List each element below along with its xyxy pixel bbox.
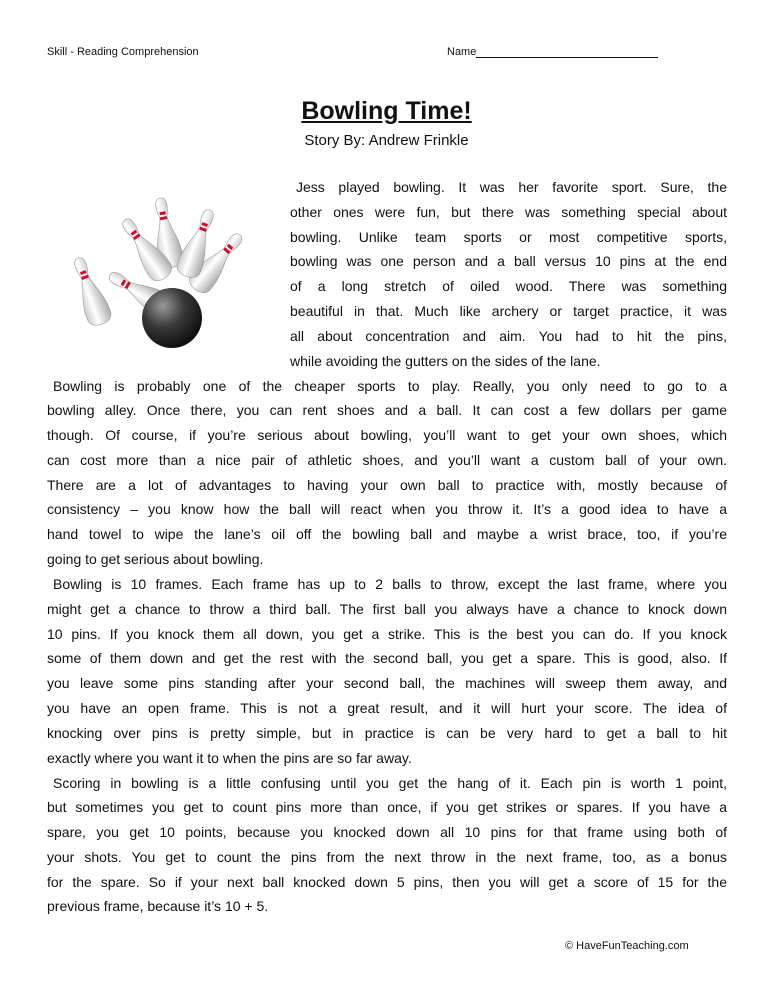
text-line: can cost more than a nice pair of athletic shoes, and you’ll want a custom ball of your own. [47,451,727,468]
text-line: exactly where you want it to when the pins are so far away. [47,749,412,766]
text-line: though. Of course, if you’re serious about bowling, you’ll want to get your own shoes, which [47,427,727,444]
text-line: knocking over pins is pretty simple, but in practice is can be very hard to get a ball to hit [47,724,727,741]
skill-label: Skill - Reading Comprehension [47,46,199,58]
text-line: you leave some pins standing after your second ball, the machines will sweep them away, and [47,675,727,692]
name-blank-line [476,46,658,58]
text-line: bowling. Unlike team sports or most competitive sports, [290,228,727,245]
text-line: Jess played bowling. It was her favorite sport. Sure, the [296,179,727,195]
name-label: Name [447,46,477,58]
paragraph-4 [47,771,727,920]
page-title: Bowling Time! [301,97,472,125]
paragraph-1 [290,175,727,373]
text-line: bowling was one person and a ball versus 10 pins at the end [290,253,727,270]
text-line: previous frame, because it’s 10 + 5. [47,898,269,915]
text-line: might get a chance to throw a third ball. The first ball you always have a chance to knock down [47,600,727,617]
name-field [447,46,658,58]
text-line: bowling alley. Once there, you can rent shoes and a ball. It can cost a few dollars per game [47,402,727,419]
story-byline: Story By: Andrew Frinkle [304,132,469,149]
text-line: some of them down and get the rest with the second ball, you get a spare. This is good, also. If [47,650,727,667]
copyright-footer: © HaveFunTeaching.com [565,940,689,952]
text-line: you have an open frame. This is not a great result, and it will hurt your score. The idea of [47,699,727,716]
text-line: Bowling is 10 frames. Each frame has up to 2 balls to throw, except the last frame, where you [53,576,727,592]
text-line: consistency – you know how the ball will react when you throw it. It’s a good idea to have a [47,501,727,518]
text-line: going to get serious about bowling. [47,551,264,568]
bowling-pins-and-ball-icon [50,180,275,360]
text-line: Scoring in bowling is a little confusing until you get the hang of it. Each pin is worth 1 point, [53,774,727,791]
text-line: 10 pins. If you knock them all down, you get a strike. This is the best you can do. If you knock [47,625,727,642]
text-line: but sometimes you get to count pins more than once, if you get strikes or spares. If you have a [47,799,727,816]
text-line: hand towel to wipe the lane’s oil off the bowling ball and maybe a wrist brace, too, if you’re [47,526,727,543]
text-line: while avoiding the gutters on the sides of the lane. [290,352,601,369]
text-line: beautiful in that. Much like archery or target practice, it was [290,302,727,319]
text-line: spare, you get 10 points, because you knocked down all 10 pins for that frame using both of [47,824,727,841]
text-line: of a long stretch of oiled wood. There was something [290,278,727,295]
text-line: Bowling is probably one of the cheaper sports to play. Really, you only need to go to a [53,377,727,394]
text-line: other ones were fun, but there was something special about [290,203,727,220]
text-line: your shots. You get to count the pins from the next throw in the next frame, too, as a bonus [47,848,727,865]
paragraph-2 [47,374,727,572]
paragraph-3 [47,572,727,770]
text-line: There are a lot of advantages to having your own ball to practice with, mostly because of [47,476,727,493]
text-line: for the spare. So if your next ball knocked down 5 pins, then you will get a score of 15 for the [47,873,727,890]
text-line: all about concentration and aim. You had to hit the pins, [290,327,727,344]
